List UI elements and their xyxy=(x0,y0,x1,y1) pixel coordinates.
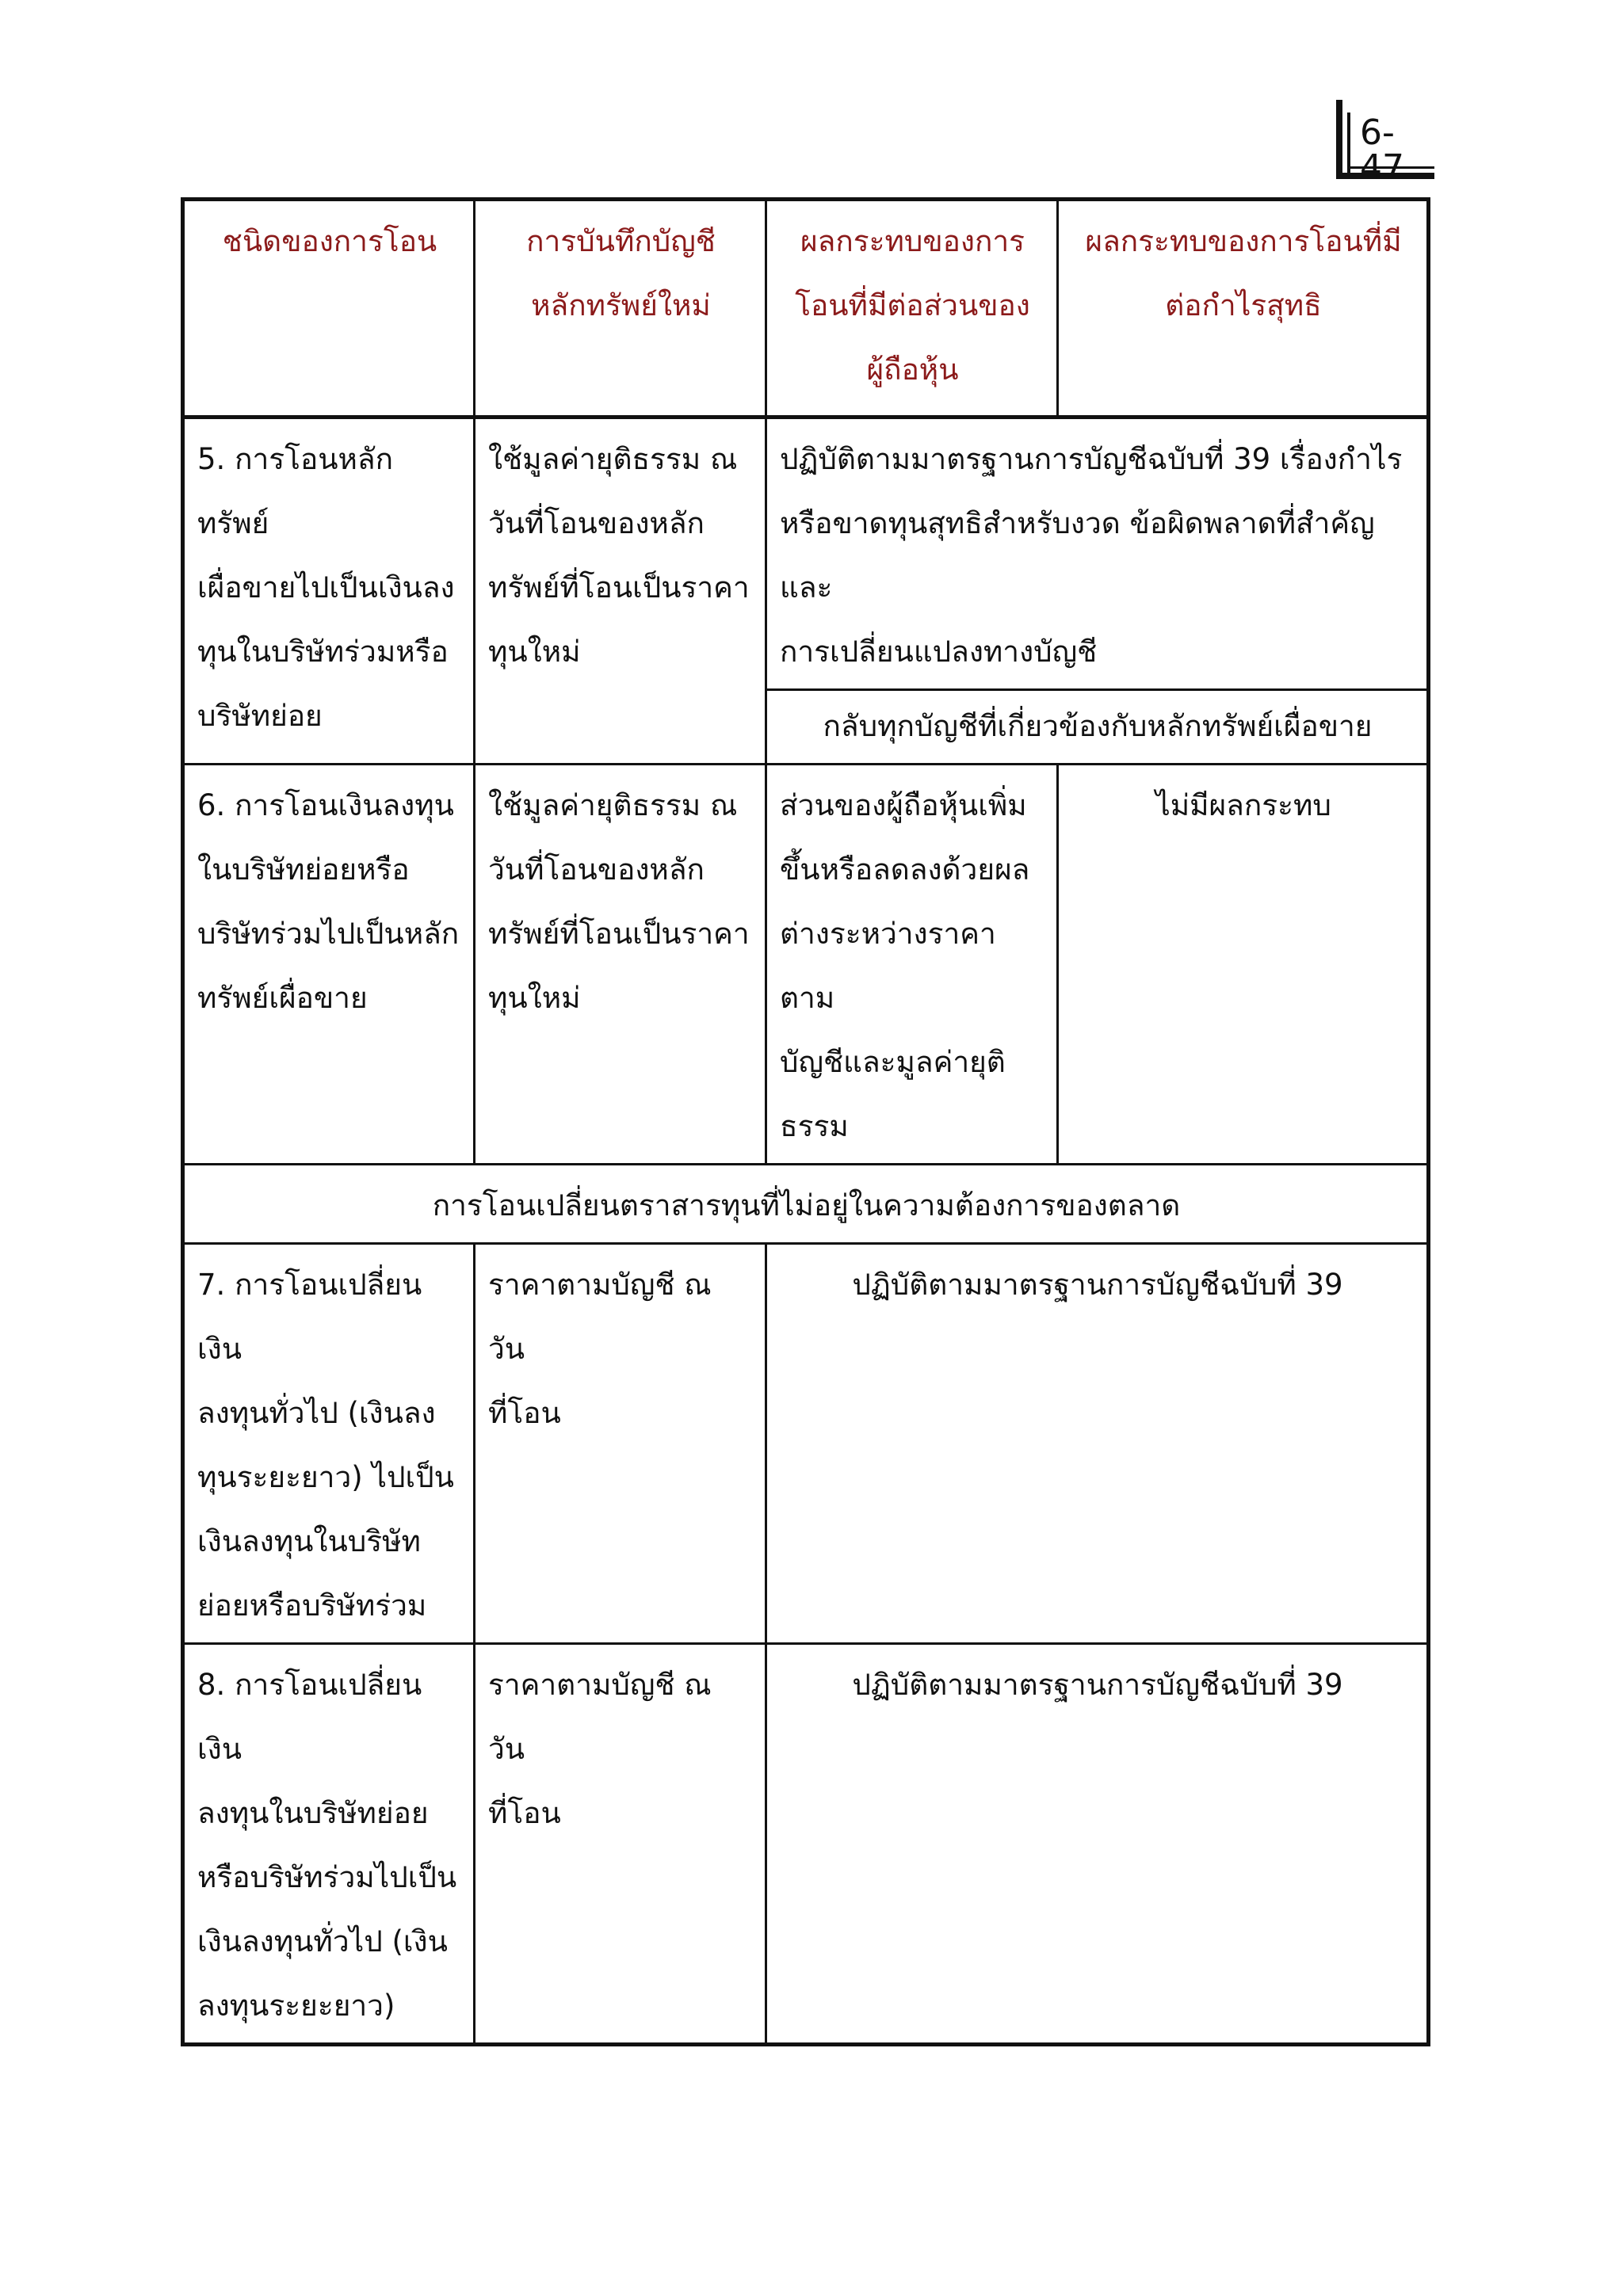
row7-record: ราคาตามบัญชี ณ วัน ที่โอน xyxy=(475,1244,766,1644)
row8-effect: ปฏิบัติตามมาตรฐานการบัญชีฉบับที่ 39 xyxy=(766,1644,1429,2045)
header-transfer-type: ชนิดของการโอน xyxy=(183,200,475,418)
page-marker-bar-inner xyxy=(1347,113,1350,179)
row8-transfer-type: 8. การโอนเปลี่ยนเงิน ลงทุนในบริษัทย่อย หรือบริษัทร่วมไปเป็น เงินลงทุนทั่วไป (เงิน ลงทุนระยะยาว) xyxy=(183,1644,475,2045)
transfer-effects-table xyxy=(181,197,1430,2046)
row6-record: ใช้มูลค่ายุติธรรม ณ วันที่โอนของหลัก ทรัพย์ที่โอนเป็นราคา ทุนใหม่ xyxy=(475,765,766,1165)
page-number: 6-47 xyxy=(1360,113,1404,188)
table-row-7 xyxy=(183,1244,1429,1644)
row5-effect-merged: ปฏิบัติตามมาตรฐานการบัญชีฉบับที่ 39 เรื่องกำไร หรือขาดทุนสุทธิสำหรับงวด ข้อผิดพลาดที่สำคัญและ การเปลี่ยนแปลงทางบัญชี xyxy=(766,418,1429,690)
table-section-row xyxy=(183,1165,1429,1244)
table-header-row xyxy=(183,200,1429,418)
header-net-profit-effect: ผลกระทบของการโอนที่มี ต่อกำไรสุทธิ xyxy=(1058,200,1429,418)
row7-effect: ปฏิบัติตามมาตรฐานการบัญชีฉบับที่ 39 xyxy=(766,1244,1429,1644)
page-number-marker xyxy=(1336,100,1434,188)
row6-transfer-type: 6. การโอนเงินลงทุน ในบริษัทย่อยหรือ บริษัทร่วมไปเป็นหลัก ทรัพย์เผื่อขาย xyxy=(183,765,475,1165)
table-row-6 xyxy=(183,765,1429,1165)
header-equity-effect: ผลกระทบของการ โอนที่มีต่อส่วนของ ผู้ถือหุ้น xyxy=(766,200,1058,418)
row8-record: ราคาตามบัญชี ณ วัน ที่โอน xyxy=(475,1644,766,2045)
table-row-5a xyxy=(183,418,1429,690)
table-row-8 xyxy=(183,1644,1429,2045)
page-marker-bar xyxy=(1336,100,1342,179)
row5-effect-reverse: กลับทุกบัญชีที่เกี่ยวข้องกับหลักทรัพย์เผื่อขาย xyxy=(766,690,1429,765)
row5-record: ใช้มูลค่ายุติธรรม ณ วันที่โอนของหลัก ทรัพย์ที่โอนเป็นราคา ทุนใหม่ xyxy=(475,418,766,765)
row6-equity-effect: ส่วนของผู้ถือหุ้นเพิ่ม ขึ้นหรือลดลงด้วยผล ต่างระหว่างราคาตาม บัญชีและมูลค่ายุติ ธรรม xyxy=(766,765,1058,1165)
row6-profit-effect: ไม่มีผลกระทบ xyxy=(1058,765,1429,1165)
section-title: การโอนเปลี่ยนตราสารทุนที่ไม่อยู่ในความต้องการของตลาด xyxy=(183,1165,1429,1244)
header-new-security-record: การบันทึกบัญชี หลักทรัพย์ใหม่ xyxy=(475,200,766,418)
row5-transfer-type: 5. การโอนหลักทรัพย์ เผื่อขายไปเป็นเงินลง ทุนในบริษัทร่วมหรือ บริษัทย่อย xyxy=(183,418,475,765)
row7-transfer-type: 7. การโอนเปลี่ยนเงิน ลงทุนทั่วไป (เงินลง ทุนระยะยาว) ไปเป็น เงินลงทุนในบริษัท ย่อยหรือบริษัทร่วม xyxy=(183,1244,475,1644)
